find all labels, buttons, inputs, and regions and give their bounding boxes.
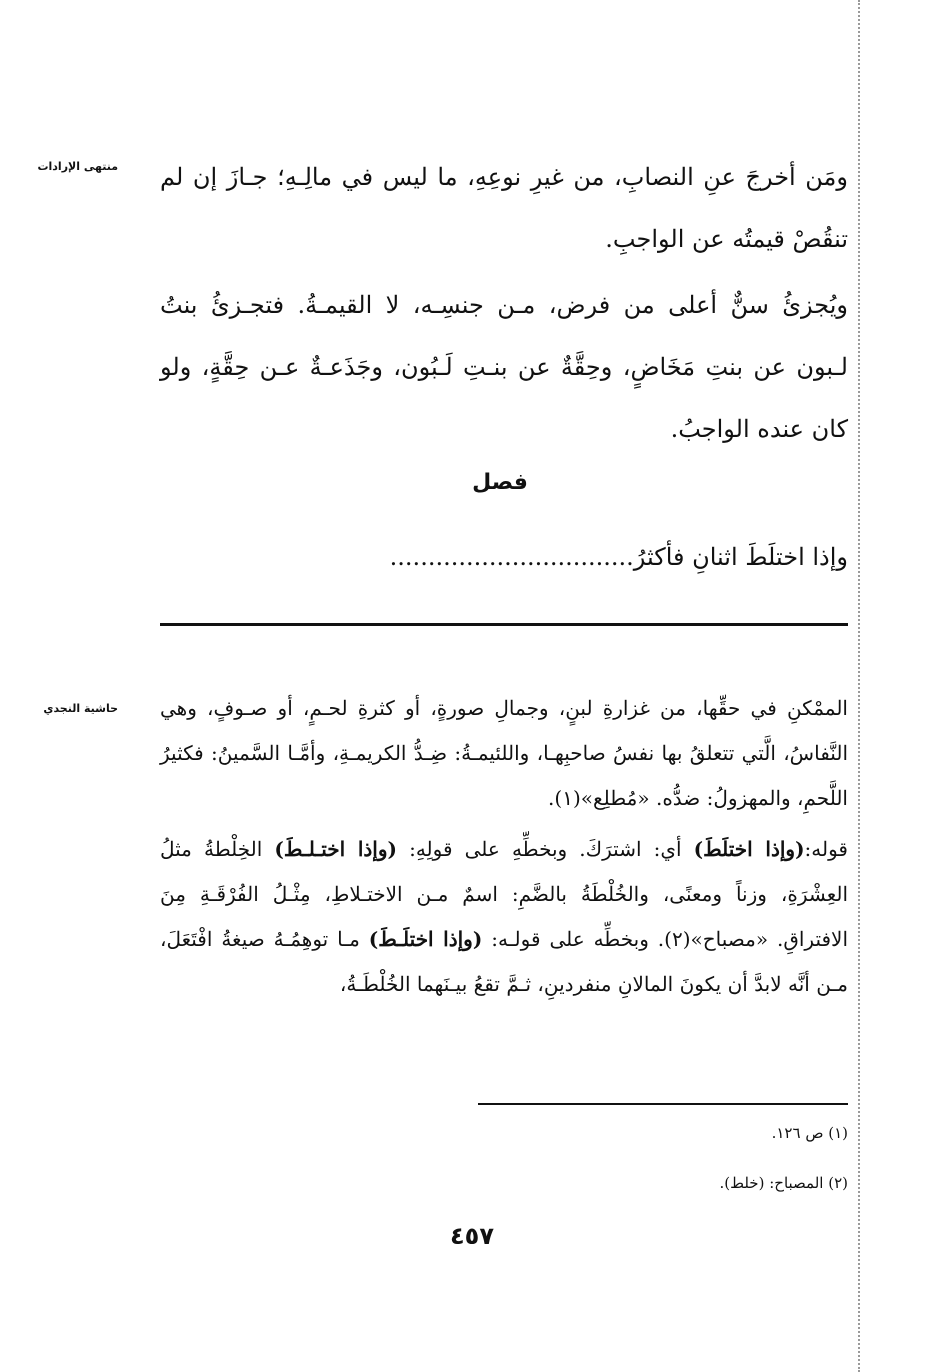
upper-paragraph-2: ويُجزئُ سنٌّ أعلى من فرض، مـن جنسِـه، لا القيمـةُ. فتجـزئُ بنتُ لـبون عن بنتِ مَخَاضٍ، وحِقَّةٌ عن بنـتِ لَـبُون، وجَذَعـةٌ عـن حِقَّةٍ، ولو كان عنده الواجبُ. xyxy=(160,291,848,443)
paragraph-2-mid-1: أي: اشترَكَ. وبخطِّهِ على قولِهِ: xyxy=(397,837,694,861)
lower-paragraph-2 xyxy=(160,827,848,1007)
margin-label-upper: منتهى الإرادات xyxy=(37,160,118,173)
lead-word: قوله: xyxy=(804,837,848,861)
quoted-phrase-1: (وإذا اختلَطَ) xyxy=(693,837,805,861)
separator-rule xyxy=(160,623,848,626)
quoted-phrase-2: (وإذا اختـلـطَ) xyxy=(274,837,397,861)
footnote-rule xyxy=(478,1103,848,1105)
lower-text-block xyxy=(160,686,848,1007)
continuation-text: وإذا اختلَطَ اثنانِ فأكثرُ xyxy=(633,543,848,571)
continuation-line xyxy=(160,532,848,582)
paragraph-2-tail: مـا توهِمُـهُ صيغةُ افْتَعَلَ، مـن أنَّه لابدَّ أن يكونَ المالانِ منفردينِ، ثـمَّ تقعُ بيـنَهما الخُلْطَـةُ، xyxy=(160,927,848,996)
margin-label-lower: حاشية النجدي xyxy=(43,702,118,715)
section-heading: فصل xyxy=(472,470,528,495)
upper-text-block xyxy=(160,146,848,460)
page-number: ٤٥٧ xyxy=(450,1222,494,1250)
quoted-phrase-3: (وإذا اختلَـطَ) xyxy=(368,927,483,951)
lower-paragraph-1: الممْكنِ في حقِّها، من غزارةِ لبنٍ، وجمالِ صورةٍ، أو كثرةِ لحـمٍ، أو صـوفٍ، وهي النَّفاسُ، الَّتي تتعلقُ بها نفسُ صاحبِهـا، واللئيمـةُ: ضِـدُّ الكريمـةِ، وأمَّـا السَّمينُ: فكثيرُ اللَّحمِ، والمهزولُ: ضدُّه. «مُطلِع»(١). xyxy=(160,696,848,810)
footnote-2: (٢) المصباح: (خلط). xyxy=(719,1174,848,1192)
paragraph-2-mid-2: الخِلْطةُ مثلُ العِشْرَةِ، وزناً ومعنًى، والخُلْطَةُ بالضَّمِ: اسمٌ مـن الاختـلاطِ، مِثْـلُ الفُرْقَـةِ مِنَ الافتراقِ. «مصباح»(٢). وبخطِّه على قولـه: xyxy=(160,837,849,951)
footnote-1: (١) ص ١٢٦. xyxy=(771,1124,848,1142)
binding-dotted-line xyxy=(858,0,860,1372)
upper-paragraph-1: ومَن أخرجَ عنِ النصابِ، من غيرِ نوعِهِ، ما ليس في مالِـهِ؛ جـازَ إن لم تنقُصْ قيمتُه عن الواجبِ. xyxy=(160,163,848,253)
continuation-dots: ................................ xyxy=(389,543,634,571)
footnotes xyxy=(500,1120,848,1220)
